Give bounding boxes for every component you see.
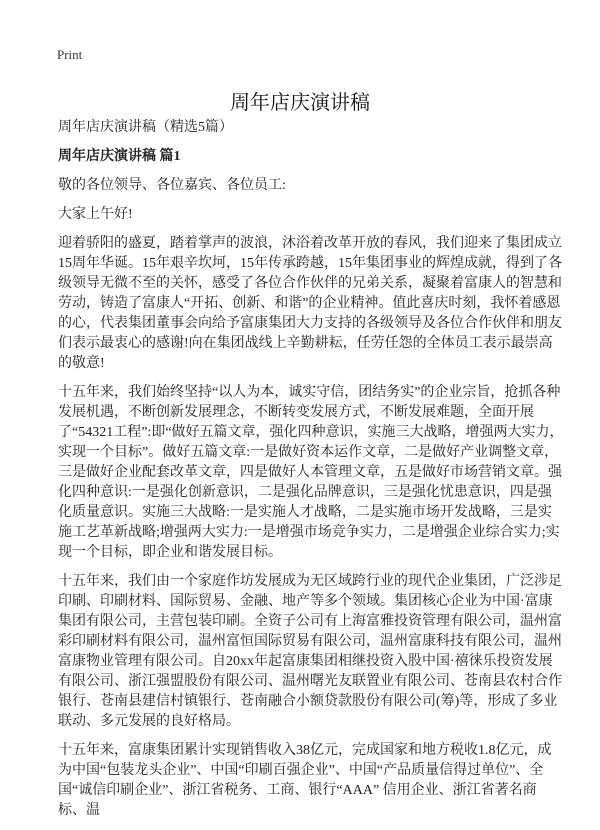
paragraph: 迎着骄阳的盛夏，踏着掌声的波浪，沐浴着改革开放的春风，我们迎来了集团成立15周年华诞。15年艰辛坎坷，15年传承跨越，15年集团事业的辉煌成就，得到了各级领导无微不至的关怀，感受了各位合作伙伴的兄弟关系，凝聚着富康人的智慧和劳动，铸造了富康人“开拓、创新、和谐”的企业精神。值此喜庆时刻，我怀着感恩的心，代表集团董事会向给予富康集团大力支持的各级领导及各位合作伙伴和朋友们表示最衷心的感谢!向在集团战线上辛勤耕耘，任劳任怨的全体员工表示最崇高的敬意!: [58, 236, 562, 371]
paragraph: 十五年来，富康集团累计实现销售收入38亿元，完成国家和地方税收1.8亿元，成为中国“包装龙头企业”、中国“印刷百强企业”、中国“产品质量信得过单位”、全国“诚信印刷企业”、浙江省税务、工商、银行“AAA” 信用企业、浙江省著名商标、温: [58, 743, 552, 818]
print-link[interactable]: Print: [57, 47, 83, 62]
section-heading: 周年店庆演讲稿 篇1: [58, 149, 181, 164]
page-title: 周年店庆演讲稿: [230, 92, 370, 114]
paragraph: 大家上午好!: [58, 207, 133, 222]
paragraph: 十五年来，我们由一个家庭作坊发展成为无区域跨行业的现代企业集团，广泛涉足印刷、印刷材料、国际贸易、金融、地产等多个领域。集团核心企业为中国·富康集团有限公司，主营包装印刷。全资子公司有上海富雅投资管理有限公司，温州富彩印刷材料有限公司，温州富恒国际贸易有限公司，温州富康科技有限公司，温州富康物业管理有限公司。自20xx年起富康集团相继投资入股中国·禧徕乐投资发展有限公司、浙江强盟股份有限公司、温州曙光友联置业有限公司、苍南县农村合作银行、苍南县建信村镇银行、苍南融合小额贷款股份有限公司(筹)等，形成了多业联动、多元发展的良好格局。: [58, 574, 562, 729]
document-body: [58, 118, 564, 830]
paragraph: 敬的各位领导、各位嘉宾、各位员工:: [58, 178, 286, 193]
paragraph: 十五年来，我们始终坚持“以人为本，诚实守信，团结务实”的企业宗旨，抢抓各种发展机遇，不断创新发展理念，不断转变发展方式，不断发展难题，全面开展了“54321工程”:即“做好五篇文章，强化四种意识，实施三大战略，增强两大实力，实现一个目标”。做好五篇文章:一是做好资本运作文章，二是做好产业调整文章，三是做好企业配套改革文章，四是做好人本管理文章，五是做好市场营销文章。强化四种意识:一是强化创新意识，二是强化品牌意识，三是强化忧患意识，四是强化质量意识。实施三大战略:一是实施人才战略，二是实施市场开发战略，三是实施工艺革新战略;增强两大实力:一是增强市场竞争实力，二是增强企业综合实力;实现一个目标，即企业和谐发展目标。: [58, 385, 564, 560]
subtitle: 周年店庆演讲稿（精选5篇）: [58, 120, 233, 135]
